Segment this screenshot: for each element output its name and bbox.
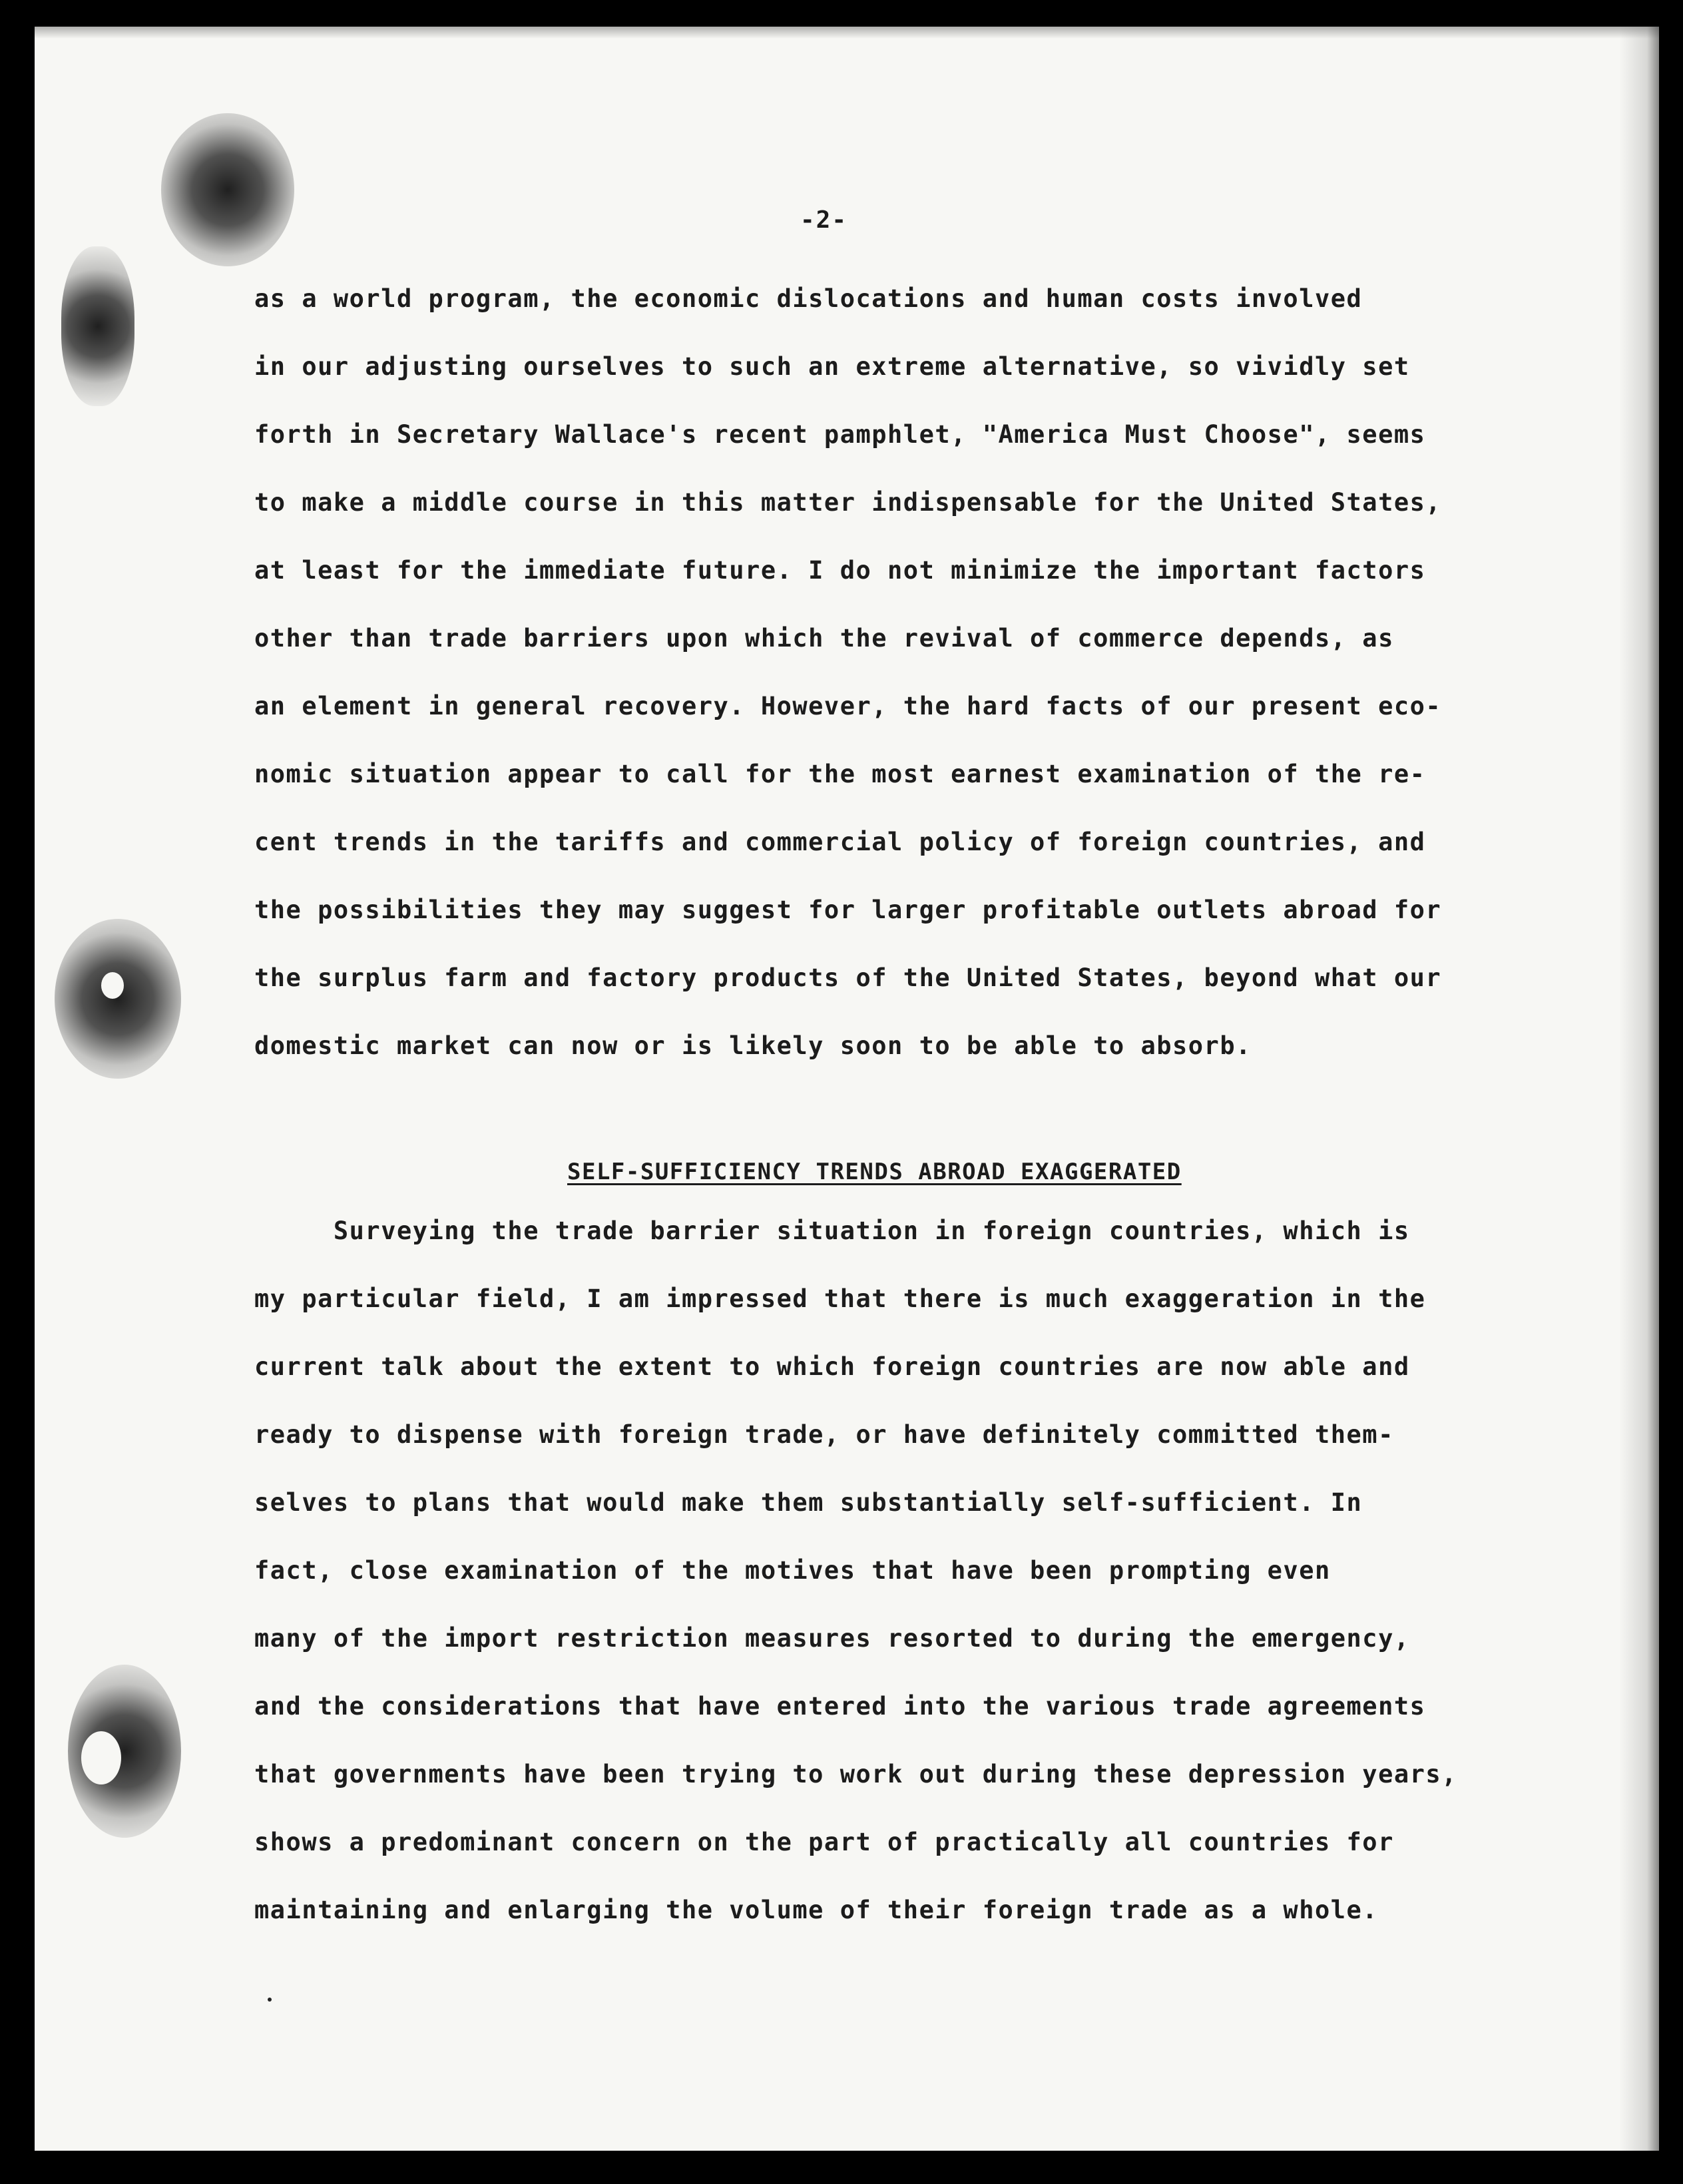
text-line: in our adjusting ourselves to such an extreme alternative, so vividly set: [254, 352, 1410, 381]
document-page: [35, 27, 1659, 2151]
text-line: that governments have been trying to work out during these depression years,: [254, 1760, 1457, 1788]
text-line: the possibilities they may suggest for larger profitable outlets abroad for: [254, 896, 1442, 924]
text-line: many of the import restriction measures resorted to during the emergency,: [254, 1624, 1410, 1653]
text-line: Surveying the trade barrier situation in foreign countries, which is: [254, 1217, 1410, 1245]
text-line: an element in general recovery. However, the hard facts of our present eco-: [254, 692, 1442, 720]
text-line: nomic situation appear to call for the most earnest examination of the re-: [254, 760, 1426, 788]
binding-punch-mark: [61, 246, 134, 406]
text-line: and the considerations that have entered into the various trade agreements: [254, 1692, 1426, 1721]
text-line: ready to dispense with foreign trade, or have definitely committed them-: [254, 1420, 1394, 1449]
page-number: -2-: [800, 206, 848, 234]
text-line: maintaining and enlarging the volume of their foreign trade as a whole.: [254, 1896, 1379, 1924]
text-line: other than trade barriers upon which the revival of commerce depends, as: [254, 624, 1394, 653]
text-line: the surplus farm and factory products of the United States, beyond what our: [254, 963, 1442, 992]
text-line: cent trends in the tariffs and commercial policy of foreign countries, and: [254, 828, 1426, 856]
text-line: as a world program, the economic dislocations and human costs involved: [254, 284, 1363, 313]
binding-punch-mark: [161, 113, 294, 266]
page-edge-shadow-right: [1619, 27, 1659, 2151]
text-line: current talk about the extent to which foreign countries are now able and: [254, 1352, 1410, 1381]
text-line: shows a predominant concern on the part of practically all countries for: [254, 1828, 1394, 1856]
punch-hole: [81, 1731, 121, 1784]
section-heading: SELF-SUFFICIENCY TRENDS ABROAD EXAGGERATED: [567, 1159, 1182, 1185]
text-line: domestic market can now or is likely soon to be able to absorb.: [254, 1031, 1252, 1060]
page-edge-shadow-top: [35, 27, 1659, 39]
stray-mark: [268, 1998, 272, 2002]
text-line: my particular field, I am impressed that there is much exaggeration in the: [254, 1284, 1426, 1313]
text-line: forth in Secretary Wallace's recent pamphlet, "America Must Choose", seems: [254, 420, 1426, 449]
text-line: to make a middle course in this matter indispensable for the United States,: [254, 488, 1442, 517]
text-line: at least for the immediate future. I do not minimize the important factors: [254, 556, 1426, 585]
binding-punch-mark: [55, 919, 181, 1079]
text-line: selves to plans that would make them substantially self-sufficient. In: [254, 1488, 1363, 1517]
text-line: fact, close examination of the motives that have been prompting even: [254, 1556, 1331, 1585]
punch-hole: [101, 972, 124, 999]
